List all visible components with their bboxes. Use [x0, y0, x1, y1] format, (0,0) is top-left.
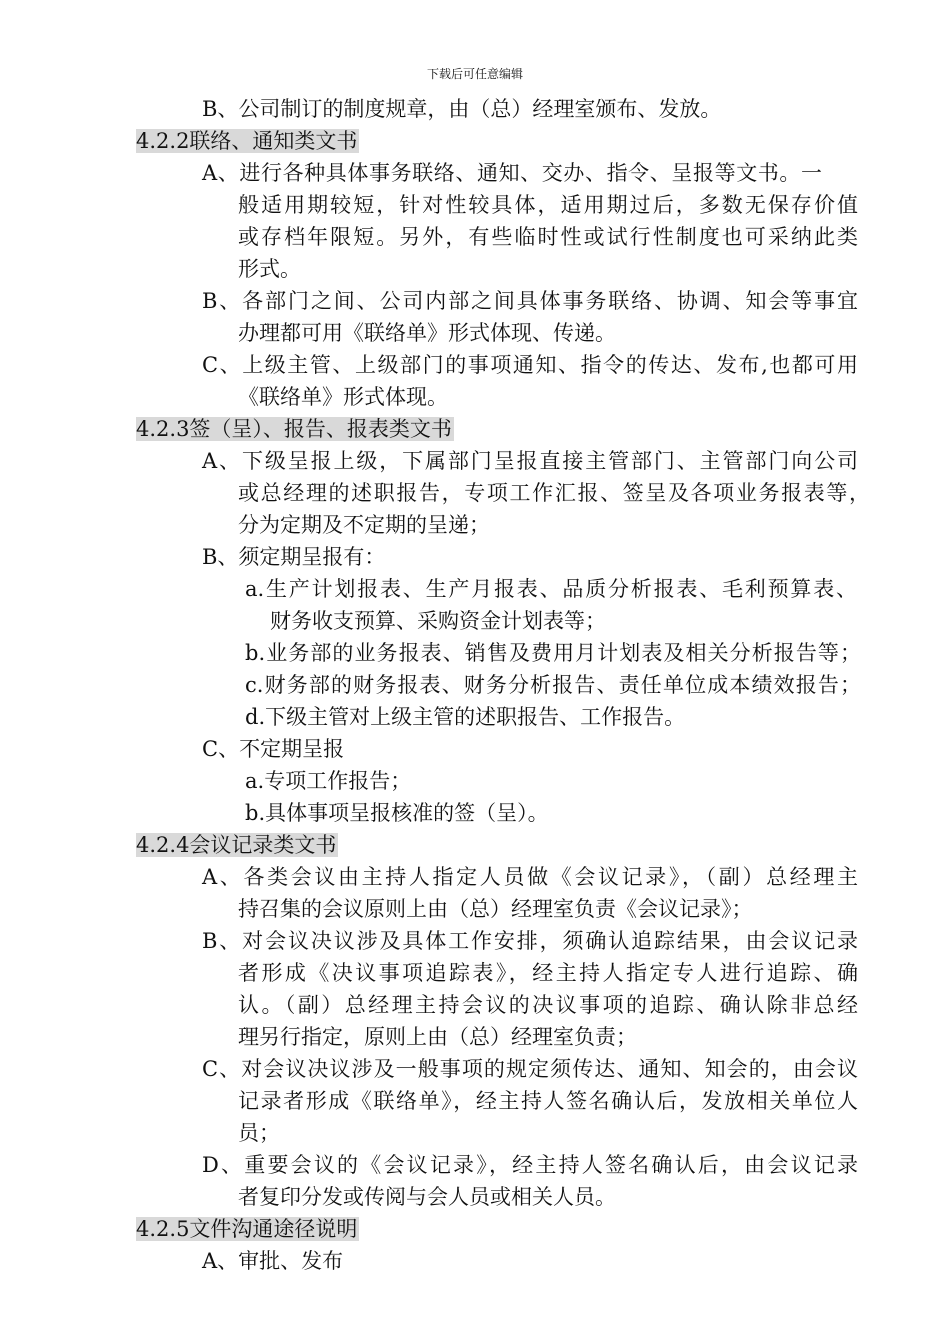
clause-d-minutes-cont: 者复印分发或传阅与会人员或相关人员。 [238, 1185, 616, 1209]
section-heading-4-2-4: 4.2.4会议记录类文书 [136, 833, 337, 857]
section-heading-4-2-5: 4.2.5文件沟通途径说明 [136, 1217, 358, 1241]
section-heading-4-2-3: 4.2.3签（呈）、报告、报表类文书 [136, 417, 452, 441]
clause-a-liaison-cont: 般适用期较短，针对性较具体，适用期过后，多数无保存价值 [238, 193, 858, 217]
clause-a-report: A、下级呈报上级，下属部门呈报直接主管部门、主管部门向公司 [202, 449, 858, 473]
clause-b-liaison: B、各部门之间、公司内部之间具体事务联络、协调、知会等事宜 [202, 289, 858, 313]
sub-item-a-periodic-cont: 财务收支预算、采购资金计划表等； [270, 609, 606, 633]
clause-b-minutes-cont: 认。（副）总经理主持会议的决议事项的追踪、确认除非总经 [238, 993, 858, 1017]
sub-item-a-irregular: a.专项工作报告； [245, 769, 412, 793]
sub-item-c-periodic: c.财务部的财务报表、财务分析报告、责任单位成本绩效报告； [245, 673, 861, 697]
section-heading-4-2-2: 4.2.2联络、通知类文书 [136, 129, 358, 153]
clause-a-report-cont: 分为定期及不定期的呈递； [238, 513, 490, 537]
clause-a-liaison: A、进行各种具体事务联络、通知、交办、指令、呈报等文书。一 [202, 161, 822, 185]
page-header: 下载后可任意编辑 [426, 67, 523, 81]
clause-c-minutes: C、对会议决议涉及一般事项的规定须传达、通知、知会的，由会议 [202, 1057, 858, 1081]
clause-c-minutes-cont: 记录者形成《联络单》，经主持人签名确认后，发放相关单位人 [238, 1089, 858, 1113]
clause-d-minutes: D、重要会议的《会议记录》，经主持人签名确认后，由会议记录 [202, 1153, 858, 1177]
clause-b-liaison-cont: 办理都可用《联络单》形式体现、传递。 [238, 321, 616, 345]
clause-c-minutes-cont: 员； [238, 1121, 280, 1145]
clause-a-liaison-cont: 形式。 [238, 257, 301, 281]
clause-a-approval: A、审批、发布 [202, 1249, 344, 1273]
clause-c-liaison-cont: 《联络单》形式体现。 [238, 385, 448, 409]
clause-a-liaison-cont: 或存档年限短。另外，有些临时性或试行性制度也可采纳此类 [238, 225, 858, 249]
sub-item-b-periodic: b.业务部的业务报表、销售及费用月计划表及相关分析报告等； [245, 641, 861, 665]
clause-c-irregular: C、不定期呈报 [202, 737, 345, 761]
clause-b-regulations: B、公司制订的制度规章，由（总）经理室颁布、发放。 [202, 97, 722, 121]
clause-a-minutes-cont: 持召集的会议原则上由（总）经理室负责《会议记录》； [238, 897, 753, 921]
clause-b-minutes-cont: 者形成《决议事项追踪表》，经主持人指定专人进行追踪、确 [238, 961, 858, 985]
clause-a-minutes: A、各类会议由主持人指定人员做《会议记录》，（副）总经理主 [202, 865, 858, 889]
sub-item-d-periodic: d.下级主管对上级主管的述职报告、工作报告。 [245, 705, 686, 729]
clause-b-minutes-cont: 理另行指定，原则上由（总）经理室负责； [238, 1025, 637, 1049]
clause-b-periodic: B、须定期呈报有： [202, 545, 386, 569]
clause-a-report-cont: 或总经理的述职报告，专项工作汇报、签呈及各项业务报表等， [238, 481, 870, 505]
sub-item-a-periodic: a.生产计划报表、生产月报表、品质分析报表、毛利预算表、 [245, 577, 857, 601]
sub-item-b-irregular: b.具体事项呈报核准的签（呈）。 [245, 801, 549, 825]
clause-c-liaison: C、上级主管、上级部门的事项通知、指令的传达、发布,也都可用 [202, 353, 858, 377]
clause-b-minutes: B、对会议决议涉及具体工作安排，须确认追踪结果，由会议记录 [202, 929, 858, 953]
